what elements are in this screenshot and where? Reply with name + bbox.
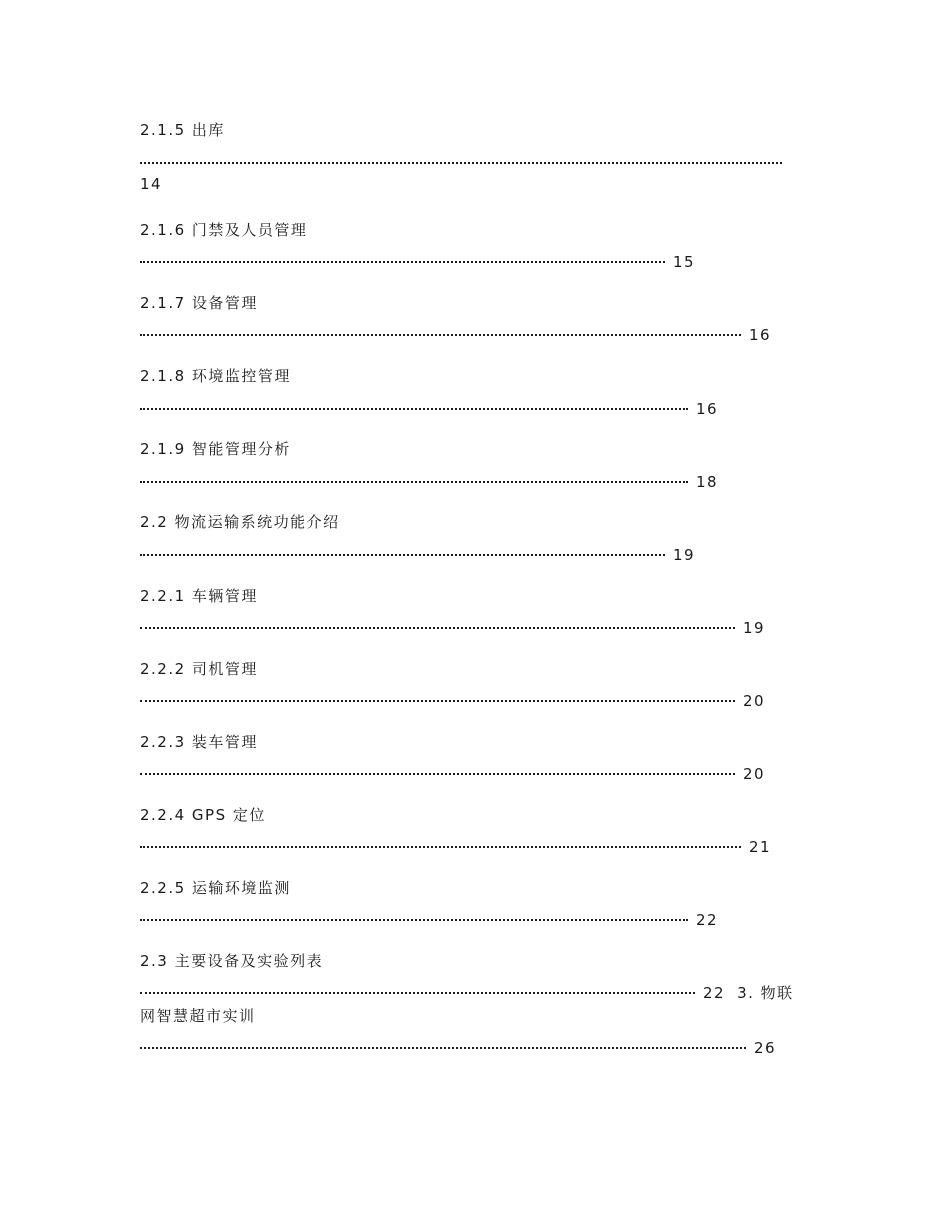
toc-entry-leader: [140, 978, 794, 1002]
toc-entry-leader: [140, 320, 772, 344]
toc-entry-leader: [140, 1033, 777, 1057]
toc-entry-heading[interactable]: 2.1.9 智能管理分析: [140, 440, 291, 458]
toc-entry-heading[interactable]: 2.1.8 环境监控管理: [140, 367, 291, 385]
dot-leader: [140, 686, 735, 706]
dot-leader: [140, 978, 695, 998]
toc-entry-leader: [140, 905, 719, 929]
toc-entry-leader: [140, 613, 766, 637]
dot-leader: [140, 832, 741, 852]
toc-entry-page[interactable]: 19: [743, 619, 766, 637]
toc-entry-page[interactable]: 15: [673, 253, 696, 271]
dot-leader: [140, 148, 782, 168]
toc-entry-leader: [140, 832, 772, 856]
dot-leader: [140, 613, 735, 633]
toc-entry-page[interactable]: 18: [696, 473, 719, 491]
toc-entry-leader: [140, 394, 719, 418]
toc-entry-heading[interactable]: 2.2.1 车辆管理: [140, 587, 258, 605]
dot-leader: [140, 540, 665, 560]
toc-entry-page[interactable]: 16: [696, 400, 719, 418]
dot-leader: [140, 320, 741, 340]
toc-entry-leader: [140, 148, 782, 168]
dot-leader: [140, 1033, 746, 1053]
toc-entry-page[interactable]: 19: [673, 546, 696, 564]
dot-leader: [140, 394, 688, 414]
toc-entry-page[interactable]: 20: [743, 765, 766, 783]
toc-entry-page[interactable]: 20: [743, 692, 766, 710]
toc-entry-heading[interactable]: 2.1.6 门禁及人员管理: [140, 221, 308, 239]
toc-entry-heading-continuation[interactable]: 3. 物联: [737, 984, 794, 1002]
toc-entry-heading[interactable]: 2.2.4 GPS 定位: [140, 806, 266, 824]
toc-entry-leader: [140, 540, 696, 564]
toc-entry-leader: [140, 759, 766, 783]
toc-entry-page[interactable]: 22: [696, 911, 719, 929]
toc-entry-leader: [140, 247, 696, 271]
toc-entry-page[interactable]: 14: [140, 175, 163, 193]
toc-entry-page[interactable]: 26: [754, 1039, 777, 1057]
toc-entry-page[interactable]: 16: [749, 326, 772, 344]
toc-entry-heading[interactable]: 2.2.3 装车管理: [140, 733, 258, 751]
toc-entry-heading[interactable]: 2.3 主要设备及实验列表: [140, 952, 324, 970]
toc-entry-heading[interactable]: 2.2 物流运输系统功能介绍: [140, 513, 340, 531]
dot-leader: [140, 467, 688, 487]
dot-leader: [140, 247, 665, 267]
toc-entry-heading[interactable]: 2.2.2 司机管理: [140, 660, 258, 678]
toc-entry-heading[interactable]: 2.2.5 运输环境监测: [140, 879, 291, 897]
toc-entry-leader: [140, 467, 719, 491]
toc-entry-page[interactable]: 22: [703, 984, 726, 1002]
dot-leader: [140, 759, 735, 779]
toc-entry-page[interactable]: 21: [749, 838, 772, 856]
dot-leader: [140, 905, 688, 925]
toc-entry-leader: [140, 686, 766, 710]
toc-entry-heading[interactable]: 网智慧超市实训: [140, 1007, 256, 1025]
toc-entry-heading[interactable]: 2.1.5 出库: [140, 121, 225, 139]
toc-entry-heading[interactable]: 2.1.7 设备管理: [140, 294, 258, 312]
